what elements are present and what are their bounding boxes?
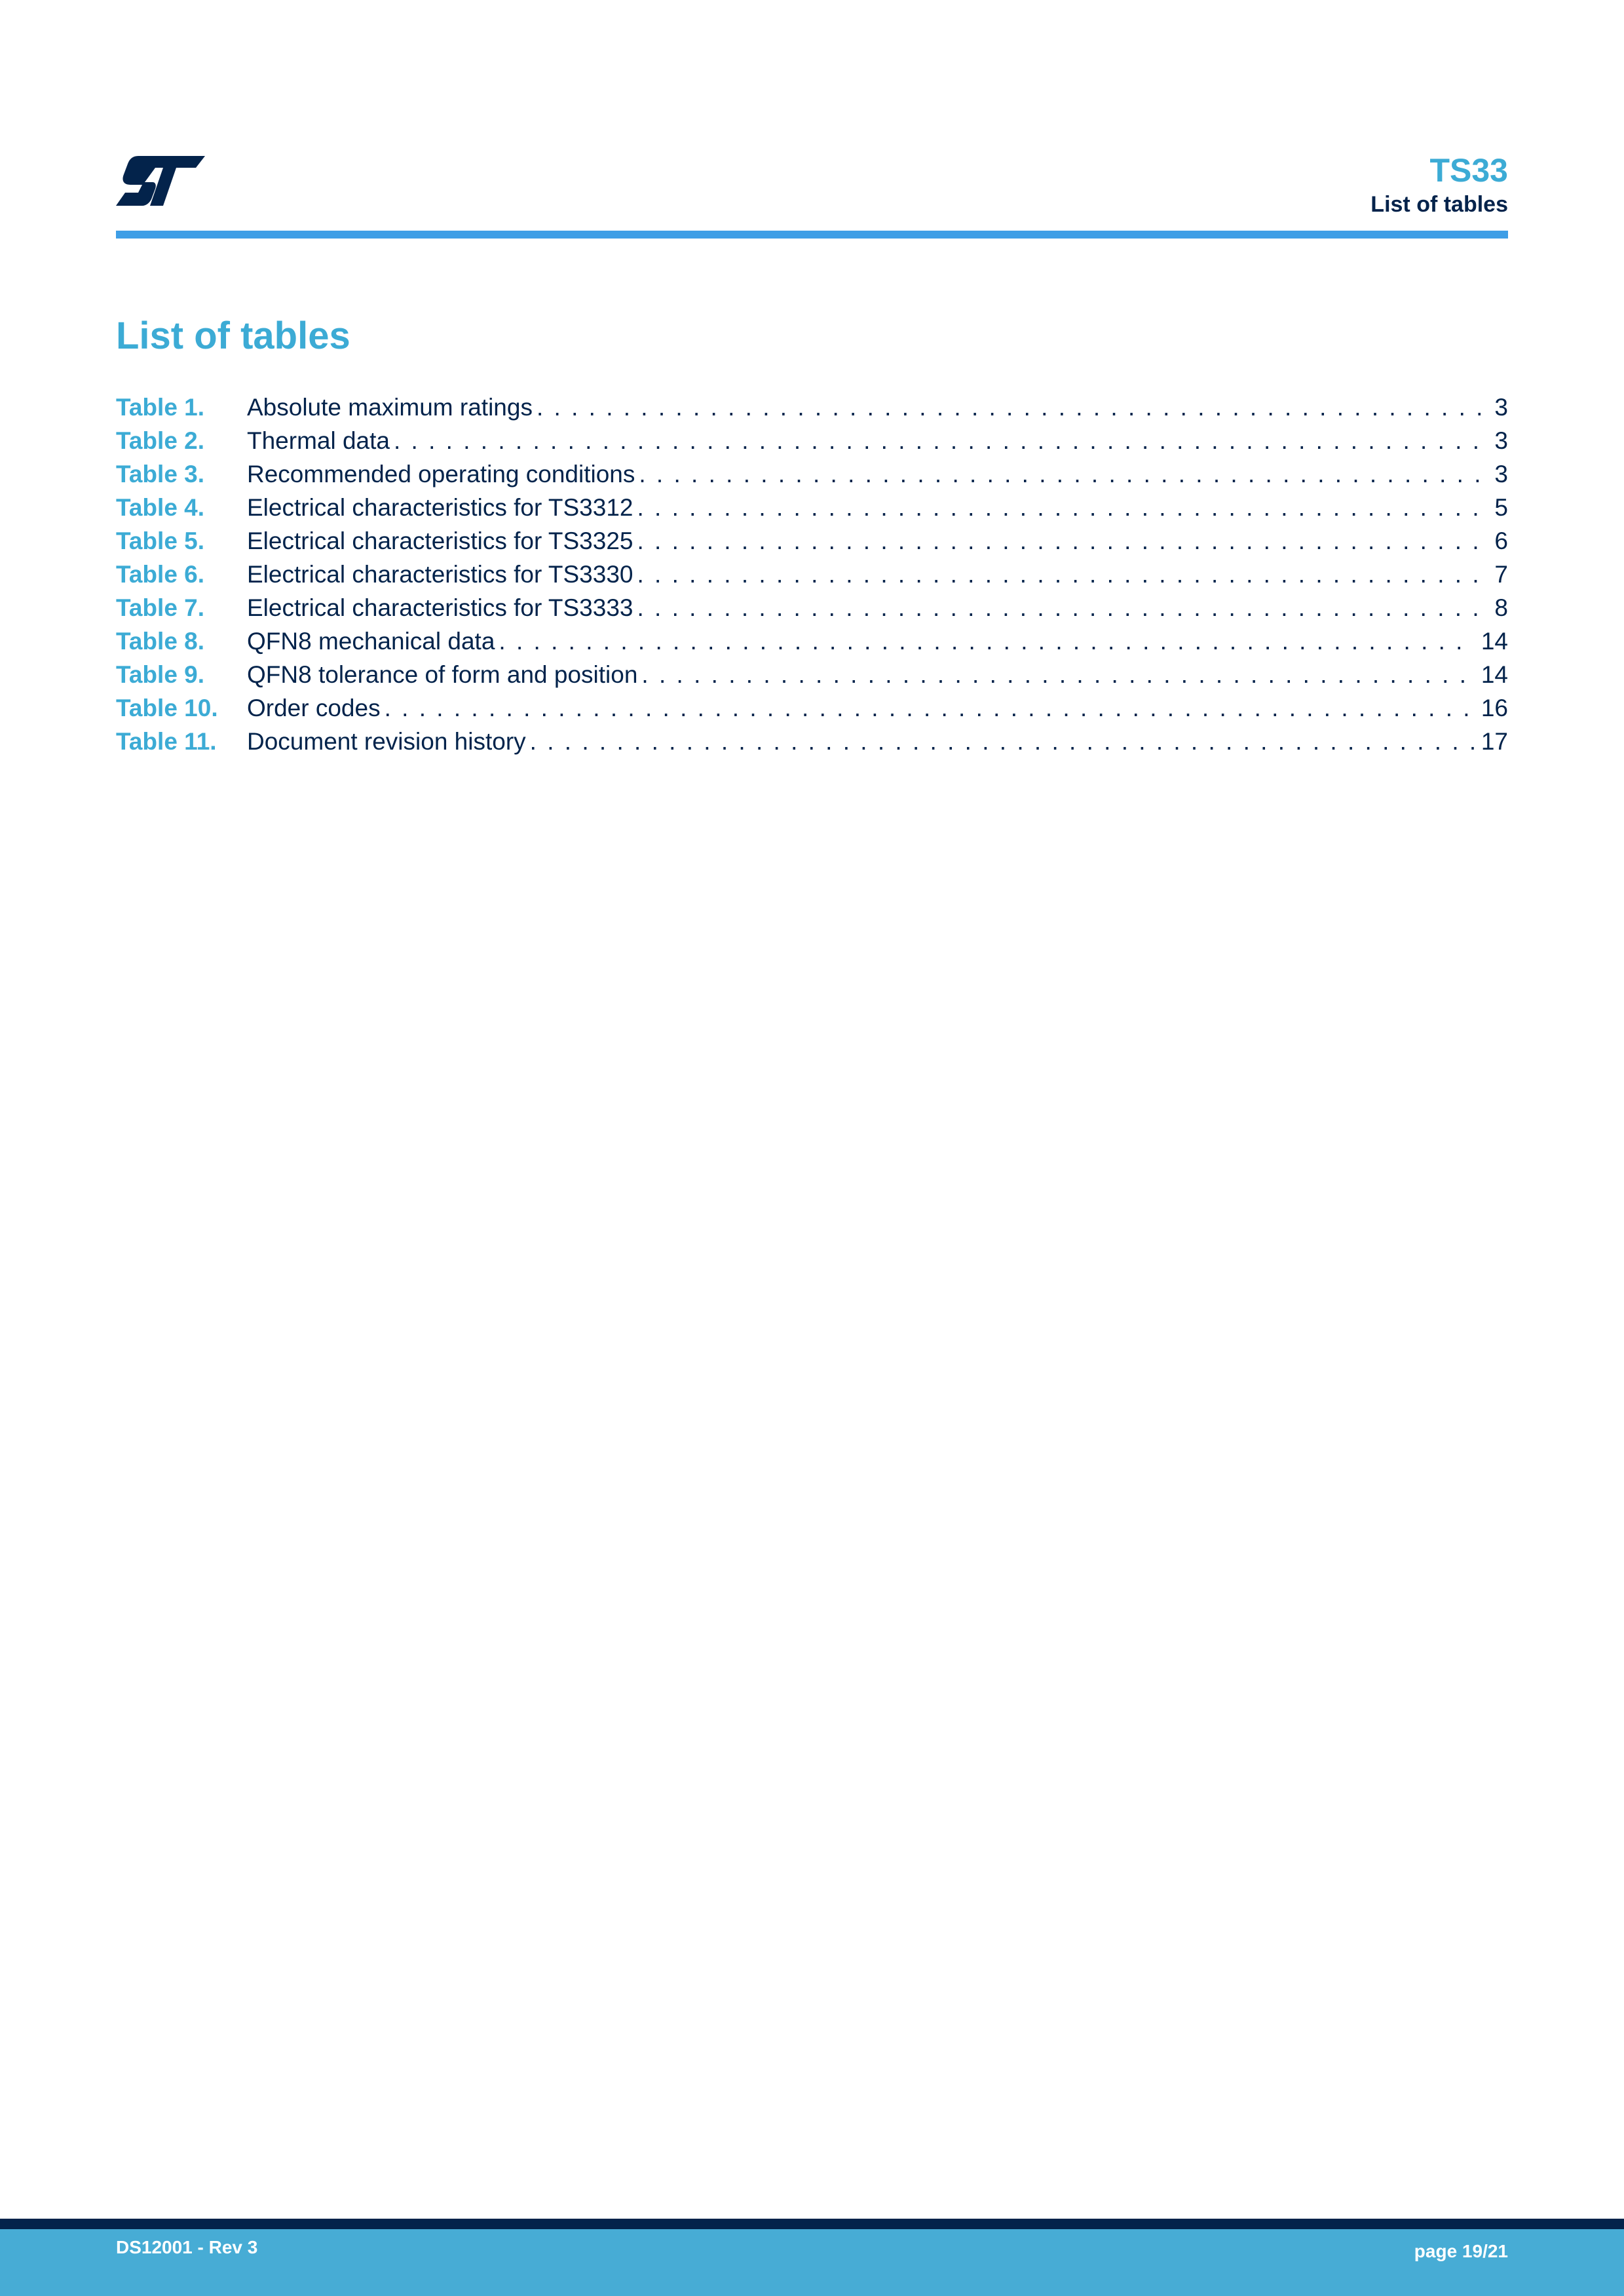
toc-entry-title[interactable]: Order codes xyxy=(247,695,381,721)
toc-entry[interactable] xyxy=(116,725,1508,758)
toc-dot-leader xyxy=(641,658,1474,691)
document-reference: DS12001 - Rev 3 xyxy=(116,2237,258,2257)
toc-entry-number[interactable]: Table 10. xyxy=(116,695,218,721)
toc-entry-title[interactable]: Document revision history xyxy=(247,728,526,755)
toc-entry-number[interactable]: Table 7. xyxy=(116,594,205,621)
header-section-title: List of tables xyxy=(1370,192,1508,217)
toc-entry-number[interactable]: Table 3. xyxy=(116,461,205,488)
toc-entry[interactable] xyxy=(116,591,1508,624)
toc-entry-page[interactable]: 7 xyxy=(1494,561,1508,588)
toc-dot-leader xyxy=(637,591,1488,624)
toc-entry-number[interactable]: Table 2. xyxy=(116,427,205,454)
toc-entry-title[interactable]: Absolute maximum ratings xyxy=(247,394,533,421)
toc-entry-title[interactable]: QFN8 mechanical data xyxy=(247,628,495,655)
toc-entry[interactable] xyxy=(116,524,1508,558)
toc-entry-number[interactable]: Table 4. xyxy=(116,494,205,521)
toc-dot-leader xyxy=(394,424,1488,457)
toc-entry-title[interactable]: Electrical characteristics for TS3330 xyxy=(247,561,633,588)
toc-entry-number[interactable]: Table 9. xyxy=(116,661,205,688)
page-title: List of tables xyxy=(116,315,350,357)
page-number: page 19/21 xyxy=(1414,2241,1508,2261)
toc-dot-leader xyxy=(639,457,1488,491)
toc-entry-number[interactable]: Table 1. xyxy=(116,394,205,421)
toc-entry-page[interactable]: 8 xyxy=(1494,594,1508,621)
toc-entry-title[interactable]: QFN8 tolerance of form and position xyxy=(247,661,638,688)
toc-dot-leader xyxy=(537,391,1488,424)
toc-entry-page[interactable]: 6 xyxy=(1494,527,1508,554)
toc-entry-number[interactable]: Table 11. xyxy=(116,728,217,755)
list-of-tables xyxy=(116,391,1508,758)
toc-dot-leader xyxy=(637,524,1488,558)
toc-dot-leader xyxy=(385,691,1475,725)
toc-entry-page[interactable]: 3 xyxy=(1494,427,1508,454)
toc-entry-page[interactable]: 16 xyxy=(1481,695,1508,721)
toc-entry-number[interactable]: Table 8. xyxy=(116,628,205,655)
toc-entry[interactable] xyxy=(116,691,1508,725)
toc-entry-page[interactable]: 3 xyxy=(1494,394,1508,421)
toc-entry[interactable] xyxy=(116,457,1508,491)
toc-entry-page[interactable]: 5 xyxy=(1494,494,1508,521)
toc-dot-leader xyxy=(499,624,1474,658)
toc-dot-leader xyxy=(637,558,1488,591)
st-logo-icon xyxy=(116,156,205,206)
toc-entry-page[interactable]: 14 xyxy=(1481,628,1508,655)
toc-entry-title[interactable]: Electrical characteristics for TS3333 xyxy=(247,594,633,621)
toc-entry[interactable] xyxy=(116,391,1508,424)
toc-dot-leader xyxy=(530,725,1475,758)
toc-entry-title[interactable]: Recommended operating conditions xyxy=(247,461,635,488)
toc-entry-title[interactable]: Thermal data xyxy=(247,427,390,454)
toc-entry-title[interactable]: Electrical characteristics for TS3325 xyxy=(247,527,633,554)
document-id: TS33 xyxy=(1429,152,1508,189)
header-divider xyxy=(116,231,1508,239)
footer-divider xyxy=(0,2219,1624,2229)
page-header xyxy=(116,151,1508,239)
toc-entry-page[interactable]: 17 xyxy=(1481,728,1508,755)
toc-entry[interactable] xyxy=(116,491,1508,524)
toc-entry-number[interactable]: Table 5. xyxy=(116,527,205,554)
toc-dot-leader xyxy=(637,491,1488,524)
toc-entry[interactable] xyxy=(116,558,1508,591)
toc-entry[interactable] xyxy=(116,424,1508,457)
toc-entry[interactable] xyxy=(116,624,1508,658)
toc-entry-page[interactable]: 3 xyxy=(1494,461,1508,488)
toc-entry[interactable] xyxy=(116,658,1508,691)
toc-entry-page[interactable]: 14 xyxy=(1481,661,1508,688)
toc-entry-title[interactable]: Electrical characteristics for TS3312 xyxy=(247,494,633,521)
toc-entry-number[interactable]: Table 6. xyxy=(116,561,205,588)
